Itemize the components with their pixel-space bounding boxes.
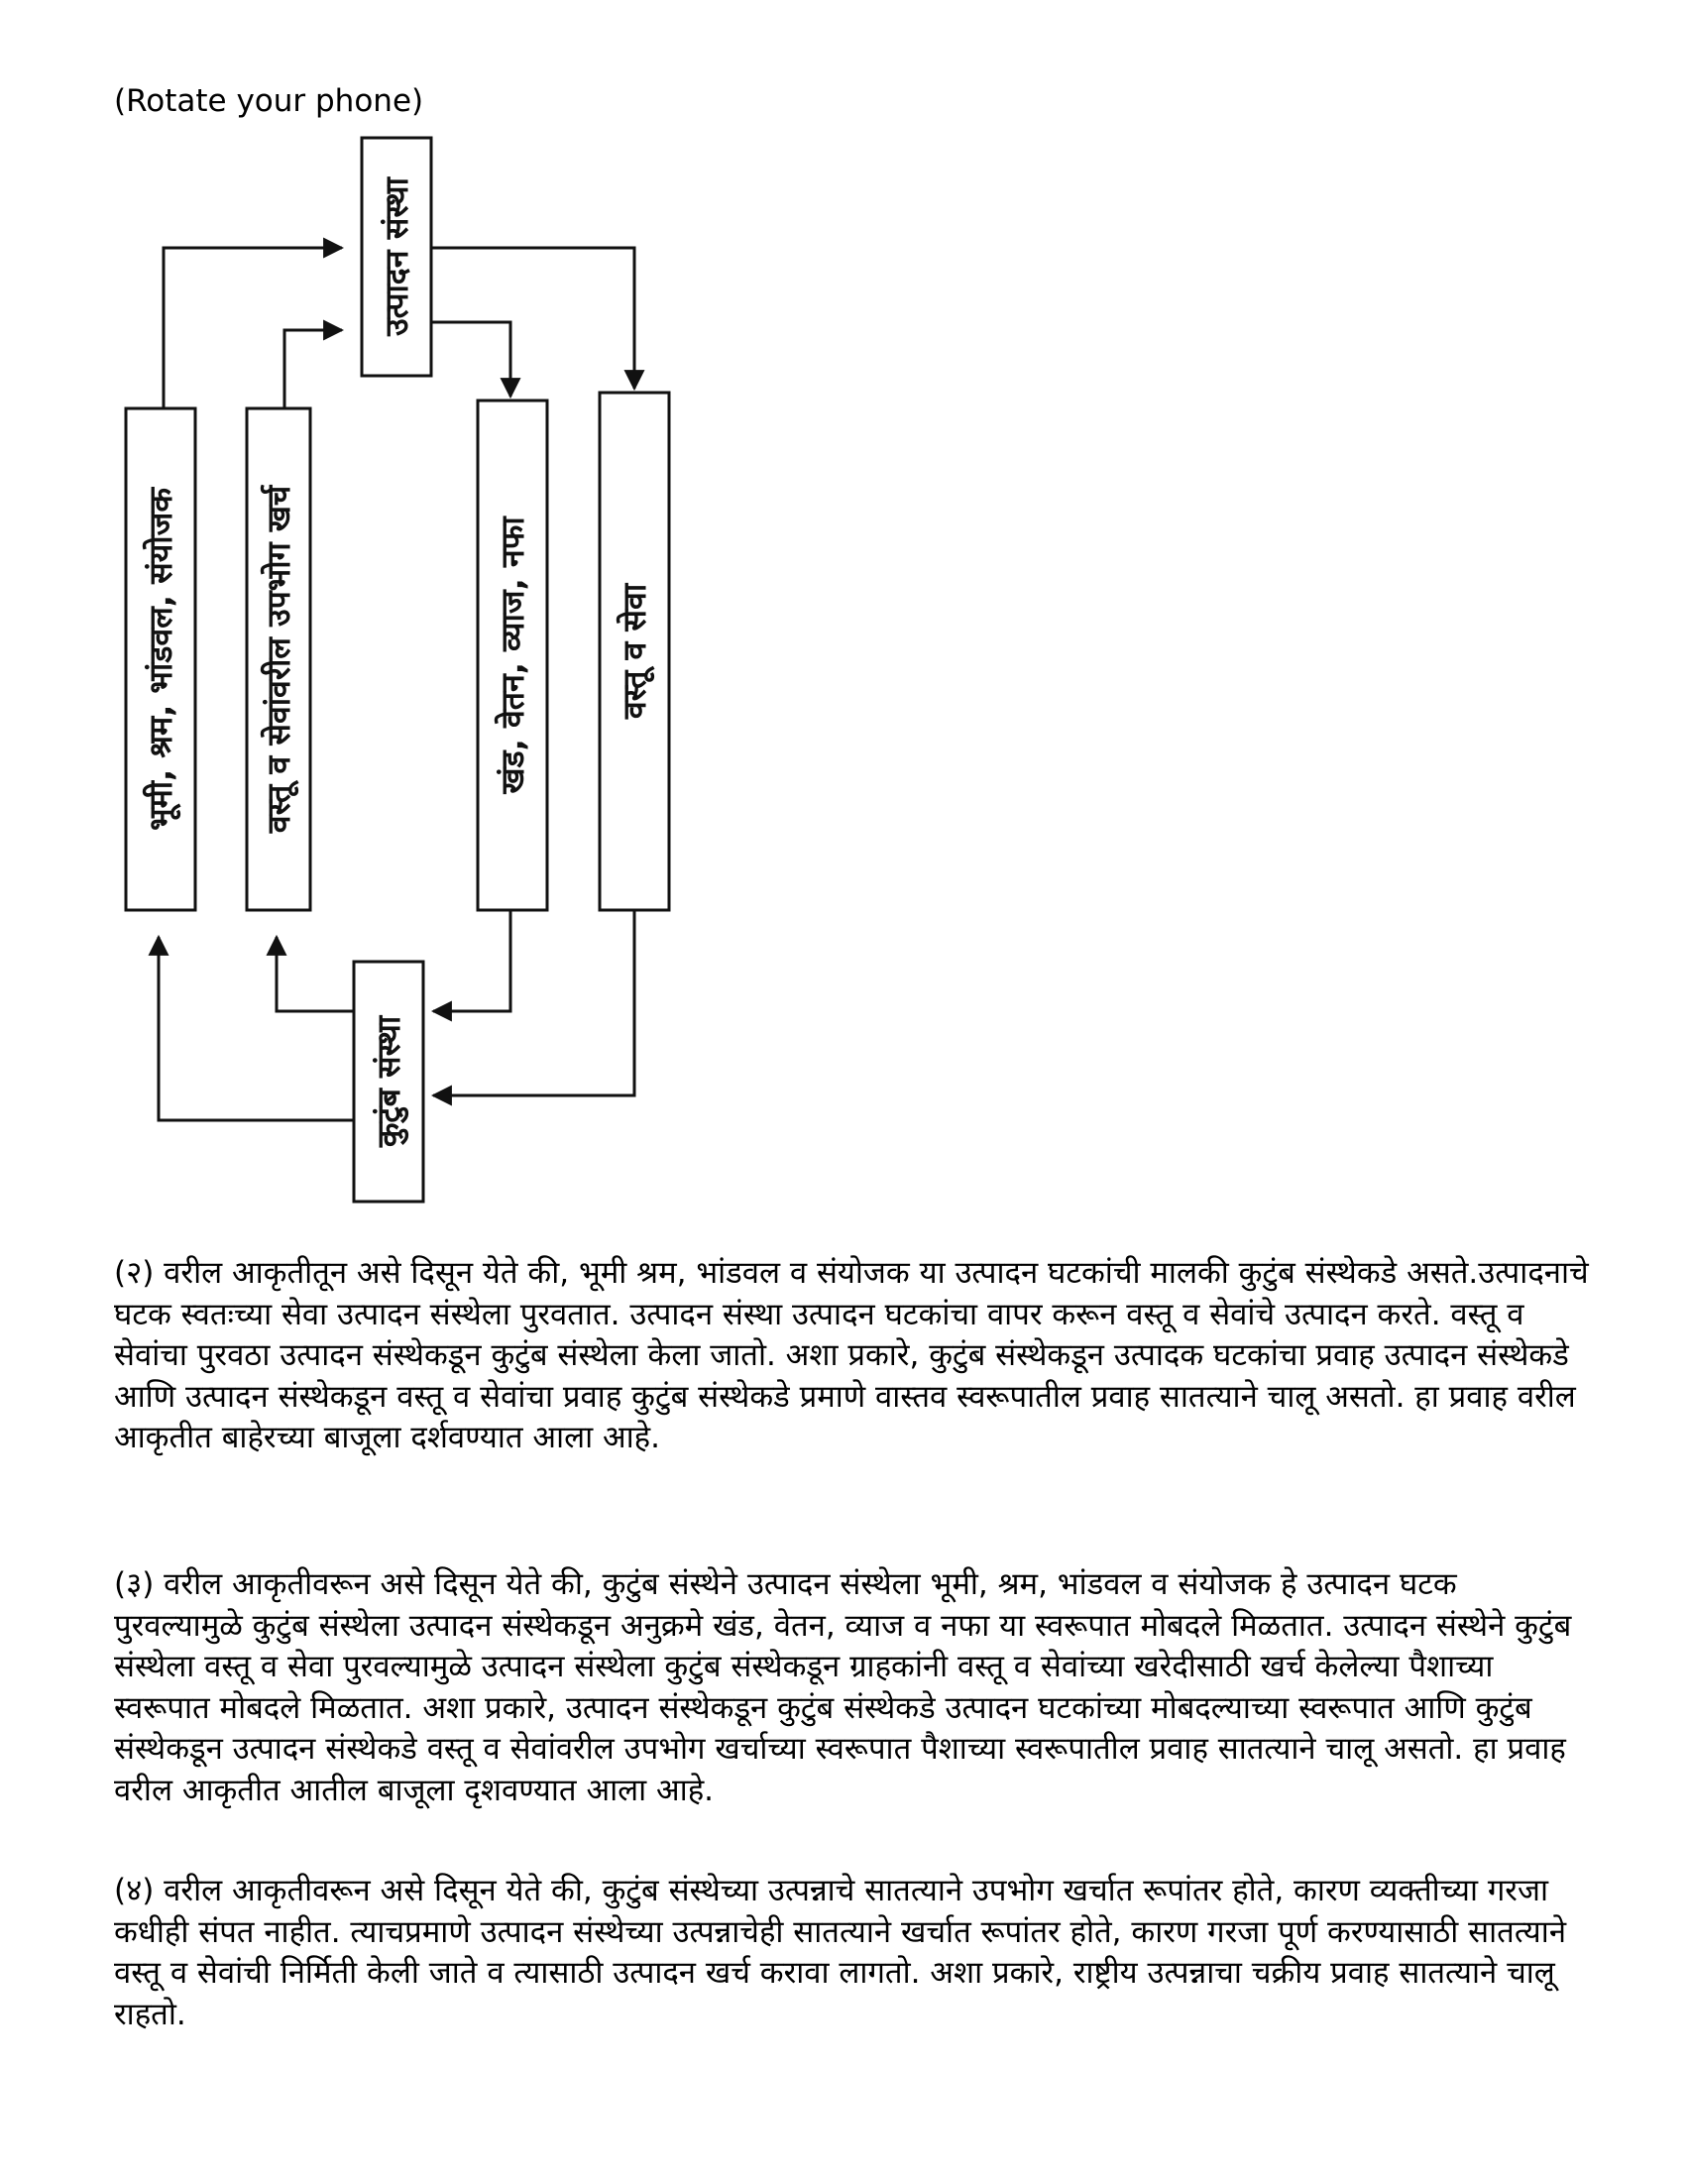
factors-box-label: भूमी, श्रम, भांडवल, संयोजक (142, 488, 179, 831)
household-to-expenditure-arrow (277, 937, 354, 1011)
rotate-phone-note: (Rotate your phone) (114, 83, 424, 119)
production-box-label: उत्पादन संस्था (378, 177, 415, 336)
factors-to-production-arrow (164, 248, 342, 408)
household-to-factors-arrow (159, 937, 354, 1120)
expenditure-to-production-arrow (284, 330, 342, 408)
goods-box-label: वस्तू व सेवा (616, 583, 653, 720)
production-to-rewards-arrow (431, 322, 510, 397)
paragraph-4: (४) वरील आकृतीवरून असे दिसून येते की, कुटुंब संस्थेच्या उत्पन्नाचे सातत्याने उपभोग खर्चात रूपांतर होते, कारण व्यक्तीच्या गरजा कधीही संपत नाहीत. त्याचप्रमाणे उत्पादन संस्थेच्या उत्पन्नाचेही सातत्याने खर्चात रूपांतर होते, कारण गरजा पूर्ण करण्यासाठी सातत्याने वस्तू व सेवांची निर्मिती केली जाते व त्यासाठी उत्पादन खर्च करावा लागतो. अशा प्रकारे, राष्ट्रीय उत्पन्नाचा चक्रीय प्रवाह सातत्याने चालू राहतो. (114, 1873, 1567, 2032)
paragraph-2: (२) वरील आकृतीतून असे दिसून येते की, भूमी श्रम, भांडवल व संयोजक या उत्पादन घटकांची मालकी कुटुंब संस्थेकडे असते.उत्पादनाचे घटक स्वतःच्या सेवा उत्पादन संस्थेला पुरवतात. उत्पादन संस्था उत्पादन घटकांचा वापर करून वस्तू व सेवांचे उत्पादन करते. वस्तू व सेवांचा पुरवठा उत्पादन संस्थेकडून कुटुंब संस्थेला केला जातो. अशा प्रकारे, कुटुंब संस्थेकडून उत्पादक घटकांचा प्रवाह उत्पादन संस्थेकडे आणि उत्पादन संस्थेकडून वस्तू व सेवांचा प्रवाह कुटुंब संस्थेकडे प्रमाणे वास्तव स्वरूपातील प्रवाह सातत्याने चालू असतो. हा प्रवाह वरील आकृतीत बाहेरच्या बाजूला दर्शवण्यात आला आहे. (114, 1255, 1589, 1455)
circular-flow-diagram (0, 0, 694, 1209)
production-to-goods-arrow (431, 248, 634, 389)
rewards-to-household-arrow (433, 910, 510, 1011)
rewards-box-label: खंड, वेतन, व्याज, नफा (494, 517, 531, 794)
goods-to-household-arrow (433, 910, 634, 1095)
paragraph-3: (३) वरील आकृतीवरून असे दिसून येते की, कुटुंब संस्थेने उत्पादन संस्थेला भूमी, श्रम, भांडवल व संयोजक हे उत्पादन घटक पुरवल्यामुळे कुटुंब संस्थेला उत्पादन संस्थेकडून अनुक्रमे खंड, वेतन, व्याज व नफा या स्वरूपात मोबदले मिळतात. उत्पादन संस्थेने कुटुंब संस्थेला वस्तू व सेवा पुरवल्यामुळे उत्पादन संस्थेला कुटुंब संस्थेकडून ग्राहकांनी वस्तू व सेवांच्या खरेदीसाठी खर्च केलेल्या पैशाच्या स्वरूपात मोबदले मिळतात. अशा प्रकारे, उत्पादन संस्थेकडून कुटुंब संस्थेकडे उत्पादन घटकांच्या मोबदल्याच्या स्वरूपात आणि कुटुंब संस्थेकडून उत्पादन संस्थेकडे वस्तू व सेवांवरील उपभोग खर्चाच्या स्वरूपात पैशाच्या स्वरूपातील प्रवाह सातत्याने चालू असतो. हा प्रवाह वरील आकृतीत आतील बाजूला दृशवण्यात आला आहे. (114, 1566, 1572, 1808)
expenditure-box-label: वस्तू व सेवांवरील उपभोग खर्च (260, 485, 297, 834)
household-box-label: कुटुंब संस्था (370, 1015, 407, 1148)
